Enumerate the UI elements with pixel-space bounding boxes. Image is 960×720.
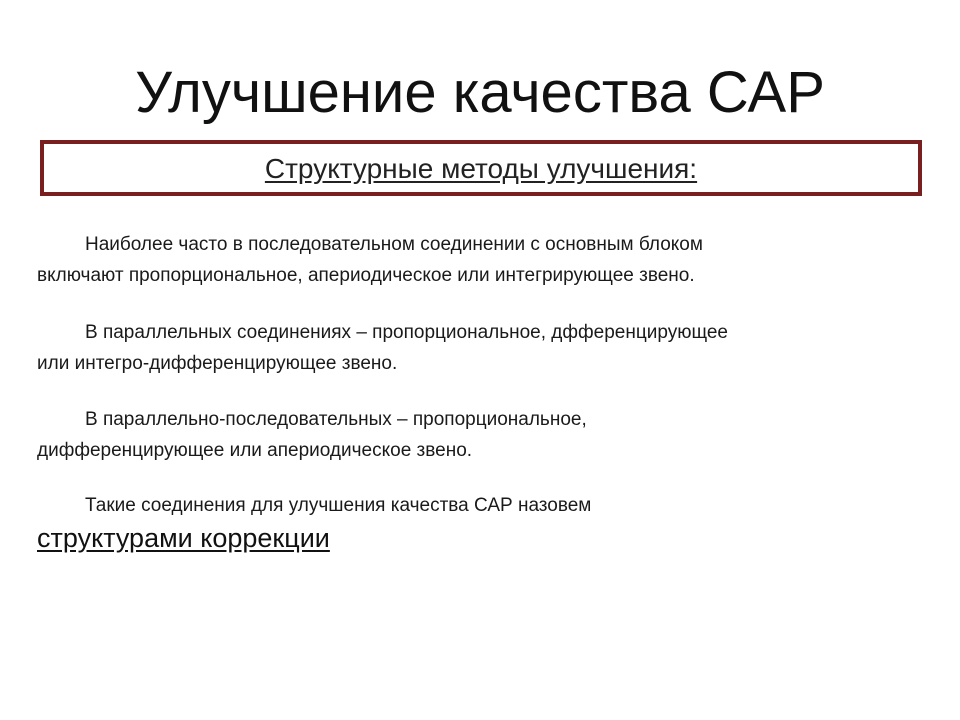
paragraph-line: дифференцирующее или апериодическое звено.	[37, 440, 473, 461]
paragraph-series-connection	[37, 229, 907, 291]
conclusion-term: структурами коррекции	[37, 523, 330, 553]
paragraph-line: Такие соединения для улучшения качества САР назовем	[85, 495, 592, 516]
paragraph-parallel-connection	[37, 317, 907, 379]
paragraph-line: Наиболее часто в последовательном соединении с основным блоком	[85, 234, 703, 255]
paragraph-parallel-series-connection	[37, 404, 907, 466]
paragraph-line: или интегро-дифференцирующее звено.	[37, 353, 398, 374]
slide-title: Улучшение качества САР	[135, 60, 825, 125]
subtitle-box	[40, 140, 922, 196]
subtitle: Структурные методы улучшения:	[264, 153, 698, 184]
paragraph-line: В параллельных соединениях – пропорциональное, дфференцирующее	[85, 322, 729, 343]
paragraph-summary	[37, 490, 907, 521]
paragraph-line: В параллельно-последовательных – пропорциональное,	[85, 409, 587, 430]
paragraph-line: включают пропорциональное, апериодическое или интегрирующее звено.	[37, 265, 695, 286]
